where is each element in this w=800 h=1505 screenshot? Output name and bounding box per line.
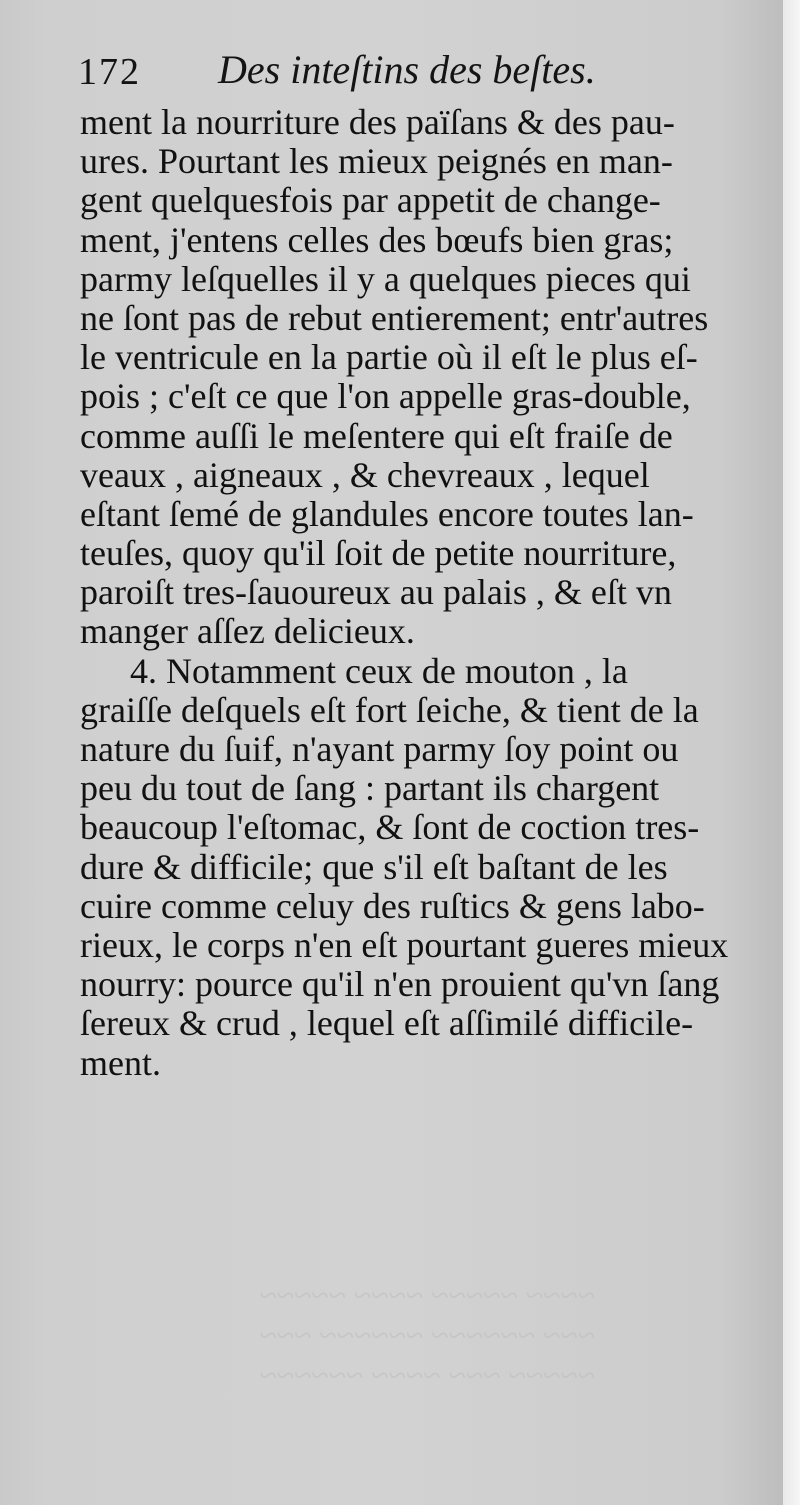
text-line: ment. (80, 1042, 161, 1083)
page-header (78, 42, 778, 102)
show-through-texture: ~~~~ ~~~~~ ~~~~ ~~~~~ ~~~ ~~~~~~ ~~~~~~ ~~~ ~~~~~ ~~~ ~~~~ ~~~~~~ (259, 1277, 595, 1393)
text-line: ſereux & crud , lequel eſt aſſimilé difficile- (80, 1003, 694, 1044)
page-number: 172 (78, 51, 141, 93)
text-line: ures. Pourtant les mieux peignés en man- (80, 141, 673, 182)
text-line: veaux , aigneaux , & chevreaux , lequel (80, 454, 650, 495)
text-line: ment, j'entens celles des bœufs bien gras; (80, 219, 674, 260)
text-line: ne ſont pas de rebut entierement; entr'autres (80, 297, 709, 338)
text-line: rieux, le corps n'en eſt pourtant gueres mieux (80, 924, 729, 965)
text-line: paroiſt tres-ſauoureux au palais , & eſt vn (80, 572, 672, 613)
text-line: gent quelquesfois par appetit de change- (80, 180, 661, 221)
text-line: dure & difficile; que s'il eſt baſtant de les (80, 846, 668, 887)
text-line: cuire comme celuy des ruſtics & gens labo- (80, 885, 705, 926)
page-margin-strip (783, 0, 800, 1505)
paragraph-start-line: 4. Notamment ceux de mouton , la (130, 650, 628, 691)
running-title: Des inteſtins des beſtes. (218, 47, 596, 92)
text-line: teuſes, quoy qu'il ſoit de petite nourriture, (80, 533, 677, 574)
text-line: graiſſe deſquels eſt fort ſeiche, & tient de la (80, 689, 699, 730)
text-line: ment la nourriture des païſans & des pau- (80, 102, 675, 142)
text-line: parmy leſquelles il y a quelques pieces qui (80, 258, 691, 299)
text-line: manger aſſez delicieux. (80, 611, 415, 652)
text-line: eſtant ſemé de glandules encore toutes lan- (80, 493, 694, 534)
text-line: comme auſſi le meſentere qui eſt fraiſe de (80, 415, 673, 456)
text-line: nature du ſuif, n'ayant parmy ſoy point ou (80, 729, 679, 769)
text-line: peu du tout de ſang : partant ils chargent (80, 768, 660, 809)
text-line: le ventricule en la partie où il eſt le plus eſ- (80, 337, 698, 378)
text-line: nourry: pource qu'il n'en prouient qu'vn ſang (80, 964, 720, 1005)
text-line: beaucoup l'eſtomac, & ſont de coction tres- (80, 807, 700, 848)
body-text (80, 103, 780, 1083)
text-line: pois ; c'eſt ce que l'on appelle gras-double, (80, 376, 691, 417)
